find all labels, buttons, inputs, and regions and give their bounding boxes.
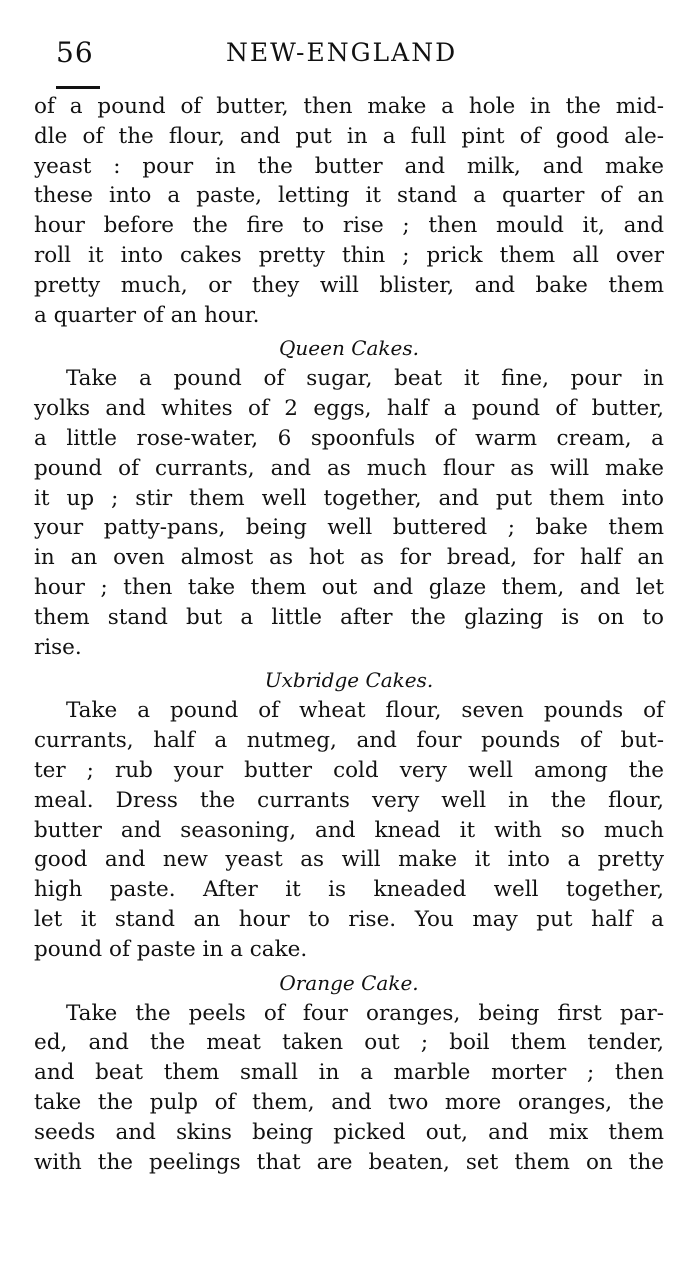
- text-line: ter ; rub your butter cold very well among the: [34, 757, 664, 783]
- text-line: butter and seasoning, and knead it with so much: [34, 817, 664, 843]
- text-line: good and new yeast as will make it into a pretty: [34, 847, 664, 873]
- text-line: yeast : pour in the butter and milk, and make: [34, 153, 664, 179]
- text-line: hour ; then take them out and glaze them, and let: [34, 574, 664, 600]
- text-line: meal. Dress the currants very well in the flour,: [34, 787, 664, 813]
- recipe-heading: Queen Cakes.: [279, 336, 419, 361]
- text-line: yolks and whites of 2 eggs, half a pound of butter,: [34, 396, 664, 422]
- text-line: seeds and skins being picked out, and mix them: [34, 1119, 664, 1145]
- text-line: Take a pound of sugar, beat it fine, pour in: [66, 366, 664, 392]
- text-line: pound of currants, and as much flour as will make: [34, 455, 664, 481]
- recipe-orange-cake: [34, 967, 664, 1178]
- text-line: ed, and the meat taken out ; boil them tender,: [34, 1030, 664, 1056]
- recipe-uxbridge-cakes: [34, 664, 664, 964]
- text-line: pound of paste in a cake.: [34, 936, 308, 962]
- text-line: pretty much, or they will blister, and bake them: [34, 272, 664, 298]
- page-header: [34, 28, 664, 72]
- text-line: currants, half a nutmeg, and four pounds of but-: [34, 728, 664, 754]
- text-line: roll it into cakes pretty thin ; prick them all over: [34, 242, 664, 268]
- text-line: a little rose-water, 6 spoonfuls of warm cream, a: [34, 425, 664, 451]
- recipe-heading: Uxbridge Cakes.: [264, 668, 434, 693]
- text-line: rise.: [34, 634, 82, 660]
- page-body: [34, 92, 664, 1177]
- running-head: NEW-ENGLAND: [226, 38, 458, 67]
- text-line: and beat them small in a marble morter ; then: [34, 1060, 664, 1086]
- text-line: a quarter of an hour.: [34, 302, 260, 328]
- recipe-heading: Orange Cake.: [279, 970, 419, 995]
- text-line: let it stand an hour to rise. You may put half a: [34, 906, 664, 932]
- text-line: with the peelings that are beaten, set them on the: [34, 1149, 664, 1175]
- book-page: [34, 28, 664, 1177]
- text-line: of a pound of butter, then make a hole in the mid-: [34, 94, 664, 119]
- text-line: them stand but a little after the glazing is on to: [34, 604, 664, 630]
- text-line: take the pulp of them, and two more oranges, the: [34, 1089, 664, 1115]
- text-line: Take the peels of four oranges, being first par-: [66, 1000, 664, 1026]
- text-line: hour before the fire to rise ; then mould it, and: [34, 213, 664, 239]
- recipe-continuation: [34, 92, 664, 330]
- header-rule: [56, 86, 100, 89]
- text-line: dle of the flour, and put in a full pint of good ale-: [34, 123, 664, 149]
- recipe-queen-cakes: [34, 332, 664, 662]
- text-line: these into a paste, letting it stand a quarter of an: [34, 183, 664, 209]
- text-line: it up ; stir them well together, and put them into: [34, 485, 664, 511]
- text-line: high paste. After it is kneaded well together,: [34, 877, 664, 903]
- text-line: Take a pound of wheat flour, seven pounds of: [66, 698, 664, 724]
- text-line: in an oven almost as hot as for bread, for half an: [34, 545, 664, 571]
- text-line: your patty-pans, being well buttered ; bake them: [34, 515, 664, 541]
- page-number: 56: [56, 36, 94, 69]
